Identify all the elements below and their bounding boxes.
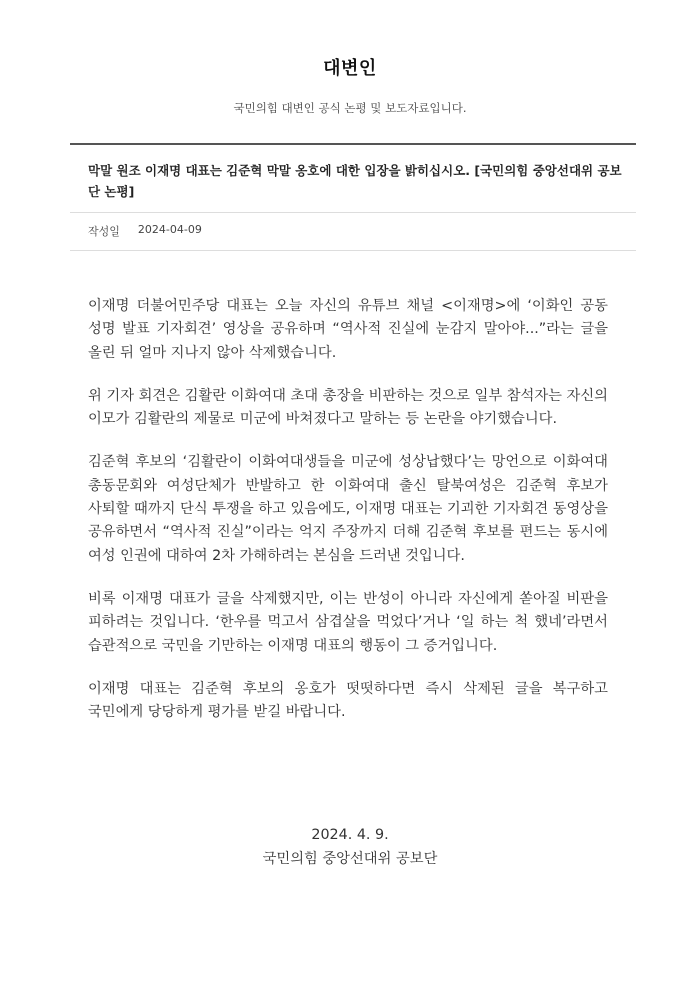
signature-org: 국민의힘 중앙선대위 공보단	[262, 850, 438, 867]
signature-date: 2024. 4. 9.	[311, 827, 389, 843]
article-title: 막말 원조 이재명 대표는 김준혁 막말 옹호에 대한 입장을 밝히십시오. [국민의힘 중앙선대위 공보단 논평]	[88, 163, 622, 199]
body-paragraph: 김준혁 후보의 ‘김활란이 이화여대생들을 미군에 성상납했다’는 망언으로 이화여대 총동문회와 여성단체가 반발하고 한 이화여대 출신 탈북여성은 김준혁 후보가 사퇴할 때까지 단식 투쟁을 하고 있음에도, 이재명 대표는 기괴한 기자회견 동영상을 공유하면서 “역사적 진실”이라는 억지 주장까지 더해 김준혁 후보를 편드는 동시에 여성 인권에 대하여 2차 가해하려는 본심을 드러낸 것입니다.	[88, 454, 608, 564]
site-subtitle: 국민의힘 대변인 공식 논평 및 보도자료입니다.	[233, 101, 467, 115]
meta-date-label: 작성일	[88, 225, 120, 238]
body-paragraph: 이재명 더불어민주당 대표는 오늘 자신의 유튜브 채널 <이재명>에 ‘이화인 공동 성명 발표 기자회견’ 영상을 공유하며 “역사적 진실에 눈감지 말아야...”라는 글을 올린 뒤 얼마 지나지 않아 삭제했습니다.	[88, 298, 608, 361]
signature-block	[0, 824, 700, 871]
body-paragraph: 이재명 대표는 김준혁 후보의 옹호가 떳떳하다면 즉시 삭제된 글을 복구하고 국민에게 당당하게 평가를 받길 바랍니다.	[88, 680, 608, 721]
site-title: 대변인	[323, 58, 377, 79]
article-body	[88, 295, 608, 744]
article-meta	[88, 223, 202, 239]
title-divider	[70, 212, 636, 213]
header-divider	[70, 143, 636, 145]
meta-date-value: 2024-04-09	[137, 223, 202, 236]
page-header	[0, 0, 700, 116]
body-paragraph: 비록 이재명 대표가 글을 삭제했지만, 이는 반성이 아니라 자신에게 쏟아질 비판을 피하려는 것입니다. ‘한우를 먹고서 삼겹살을 먹었다’거나 ‘일 하는 척 했네’라면서 습관적으로 국민을 기만하는 이재명 대표의 행동이 그 증거입니다.	[88, 590, 608, 654]
meta-divider	[70, 250, 636, 251]
body-paragraph: 위 기자 회견은 김활란 이화여대 초대 총장을 비판하는 것으로 일부 참석자는 자신의 이모가 김활란의 제물로 미군에 바쳐졌다고 말하는 등 논란을 야기했습니다.	[88, 387, 608, 428]
